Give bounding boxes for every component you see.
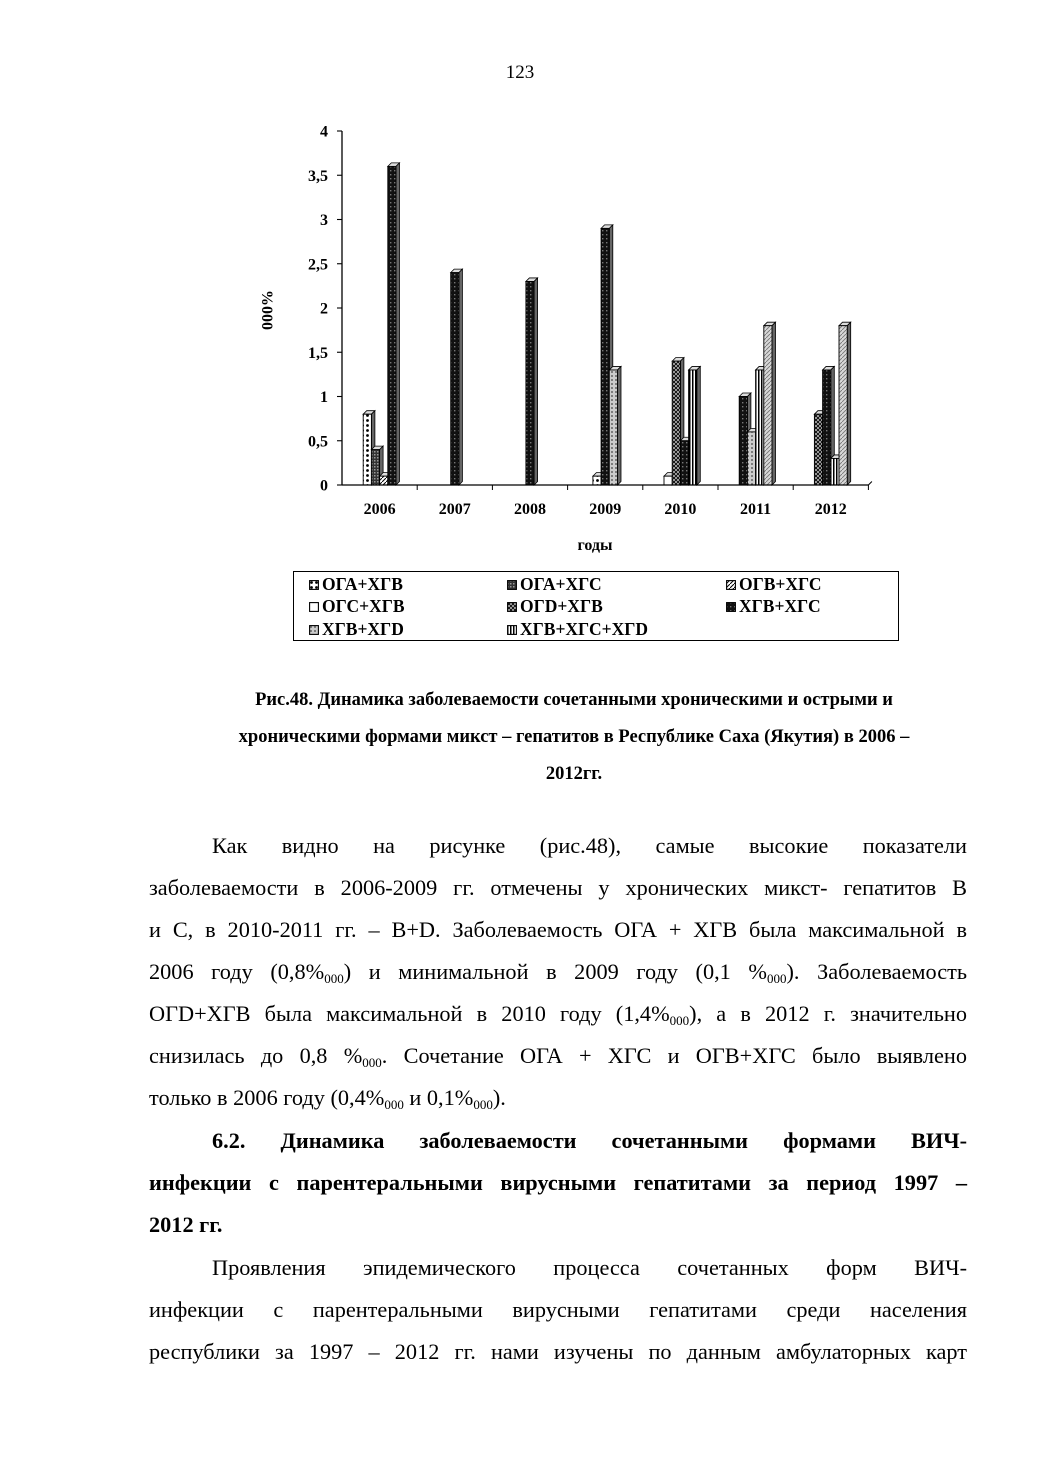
legend-item [309, 619, 404, 640]
para2-line-1: Проявления эпидемического процесса сочетанных форм ВИЧ- [212, 1255, 967, 1280]
legend-label: ОГD+ХГВ [520, 596, 603, 616]
text-run: только в 2006 году (0,4% [149, 1085, 385, 1110]
subscript: 000 [384, 1097, 404, 1112]
x-tick-label: 2012 [814, 501, 847, 518]
bar-2012-8 [839, 322, 851, 485]
bar-chart [230, 118, 890, 563]
legend-swatch-icon [309, 625, 319, 635]
legend-label: ХГВ+ХГС [739, 596, 821, 616]
text-run: ). [492, 1085, 506, 1110]
y-tick-label: 4 [320, 123, 328, 141]
y-tick-label: 0 [320, 477, 328, 495]
legend-item [309, 574, 403, 595]
legend-item [726, 574, 822, 595]
para1-line-7 [149, 1077, 967, 1119]
subscript: 000 [669, 1013, 690, 1028]
legend-label: ОГА+ХГВ [322, 574, 403, 594]
subscript: 000 [766, 971, 787, 986]
figure-caption [175, 682, 973, 793]
text-run: снизилась до 0,8 % [149, 1043, 363, 1068]
x-tick-label: 2009 [589, 501, 622, 518]
text-run: ) и минимальной в 2009 году (0,1 % [343, 959, 767, 984]
para2-line-3: республики за 1997 – 2012 гг. нами изучены по данным амбулаторных карт [149, 1339, 967, 1364]
para1-line-4 [149, 951, 967, 993]
text-run: . Сочетание ОГА + ХГС и ОГВ+ХГС было выявлено [381, 1043, 967, 1068]
subscript: 000 [473, 1097, 493, 1112]
x-tick-label: 2010 [664, 501, 697, 518]
x-tick-label: 2008 [514, 501, 546, 518]
subscript: 000 [362, 1055, 382, 1070]
y-tick-label: 3,5 [308, 167, 328, 185]
y-tick-label: 2,5 [308, 256, 328, 274]
legend-label: ОГВ+ХГС [739, 574, 822, 594]
legend-swatch-icon [507, 625, 517, 635]
legend-swatch-icon [309, 602, 319, 612]
legend-label: ХГВ+ХГD [322, 619, 404, 639]
bar-2006-5 [388, 163, 400, 485]
bar-2009-6 [609, 366, 621, 485]
y-tick-label: 1 [320, 389, 328, 406]
para1-line-5 [149, 993, 967, 1035]
legend-item [309, 596, 405, 617]
legend-label: ОГС+ХГВ [322, 596, 405, 616]
x-axis-depth [868, 482, 872, 486]
para1-line-2: заболеваемости в 2006-2009 гг. отмечены у хронических микст- гепатитов В [149, 875, 967, 900]
legend-swatch-icon [726, 580, 736, 590]
legend-item [507, 596, 603, 617]
y-tick-label: 2 [320, 300, 328, 318]
legend-swatch-icon [507, 580, 517, 590]
y-tick-label: 1,5 [308, 344, 328, 362]
legend-item [726, 596, 821, 617]
para2-line-2: инфекции с парентеральными вирусными гепатитами среди населения [149, 1297, 967, 1322]
legend-item [507, 619, 648, 640]
heading-line-2: инфекции с парентеральными вирусными гепатитами за период 1997 – [149, 1170, 967, 1195]
x-tick-label: 2011 [740, 501, 772, 518]
legend-item [507, 574, 602, 595]
legend-swatch-icon [507, 602, 517, 612]
para1-line-6 [149, 1035, 967, 1077]
page-number: 123 [505, 62, 535, 83]
text-run: и 0,1% [403, 1085, 474, 1110]
subscript: 000 [324, 971, 344, 986]
bar-2008-5 [526, 278, 538, 485]
paragraph-1 [149, 825, 967, 1119]
heading-line-3: 2012 гг. [149, 1212, 223, 1237]
x-axis-title: годы [577, 537, 613, 554]
y-tick-label: 3 [320, 212, 328, 229]
legend-swatch-icon [309, 580, 319, 590]
bar-2011-8 [764, 322, 776, 485]
text-run: ), а в 2012 г. значительно [689, 1001, 968, 1026]
text-run: ОГD+ХГВ была максимальной в 2010 году (1,4% [149, 1001, 670, 1026]
legend-label: ОГА+ХГС [520, 574, 602, 594]
caption-line-1: Рис.48. Динамика заболеваемости сочетанными хроническими и острыми и [255, 690, 893, 710]
y-axis-title: %000 [258, 290, 275, 330]
legend-label: ХГВ+ХГС+ХГD [520, 619, 648, 639]
caption-line-2: хроническими формами микст – гепатитов в Республике Саха (Якутия) в 2006 – [238, 727, 910, 747]
text-run: ). Заболеваемость [786, 959, 968, 984]
legend-swatch-icon [726, 602, 736, 612]
bar-2010-7 [689, 366, 701, 485]
text-run: 2006 году (0,8% [149, 959, 325, 984]
bar-2007-5 [451, 269, 463, 485]
x-tick-label: 2006 [363, 501, 396, 518]
chart-legend [293, 571, 899, 641]
paragraph-2 [149, 1247, 967, 1373]
caption-line-3: 2012гг. [545, 764, 603, 784]
heading-line-1: 6.2. Динамика заболеваемости сочетанными формами ВИЧ- [212, 1128, 967, 1153]
x-tick-label: 2007 [438, 501, 471, 518]
para1-line-3: и С, в 2010-2011 гг. – В+D. Заболеваемость ОГА + ХГВ была максимальной в [149, 917, 967, 942]
y-tick-label: 0,5 [308, 433, 328, 451]
para1-line-1: Как видно на рисунке (рис.48), самые высокие показатели [212, 833, 967, 858]
section-heading [149, 1120, 967, 1246]
